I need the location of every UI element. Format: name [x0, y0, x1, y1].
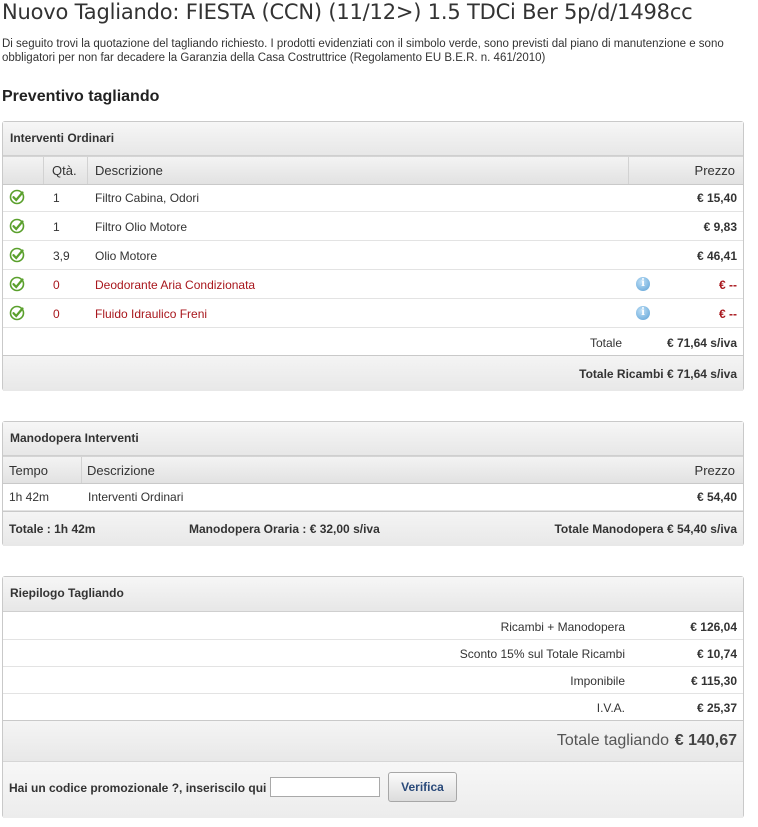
- panel-header: Manodopera Interventi: [3, 422, 743, 456]
- promo-code-input[interactable]: [270, 777, 380, 797]
- totale-tagliando-bar: [3, 720, 743, 761]
- totale-row: [3, 328, 743, 355]
- table-row: [3, 482, 743, 511]
- table-row: [3, 241, 743, 270]
- verifica-button[interactable]: Verifica: [388, 772, 457, 802]
- table-row: [3, 183, 743, 212]
- section-title: Preventivo tagliando: [2, 88, 160, 105]
- summary-label: I.V.A.: [596, 701, 625, 715]
- price-value: € --: [719, 278, 737, 292]
- summary-row: [3, 666, 743, 694]
- column-tempo: Tempo: [9, 463, 49, 478]
- info-icon[interactable]: i: [636, 306, 650, 320]
- summary-row: [3, 639, 743, 667]
- tempo-value: 1h 42m: [9, 490, 50, 504]
- totale-value: € 71,64 s/iva: [666, 336, 737, 350]
- totale-tagliando-value: € 140,67: [674, 732, 737, 749]
- totale-ricambi: Totale Ricambi € 71,64 s/iva: [579, 367, 737, 381]
- totale-tagliando-label: Totale tagliando: [556, 732, 669, 749]
- summary-value: € 25,37: [696, 701, 737, 715]
- summary-value: € 126,04: [690, 620, 737, 634]
- column-descrizione: Descrizione: [87, 463, 155, 478]
- check-icon: [9, 276, 25, 292]
- desc-value: Olio Motore: [95, 249, 158, 263]
- summary-label: Ricambi + Manodopera: [500, 620, 625, 634]
- table-header: [3, 456, 743, 484]
- summary-value: € 10,74: [696, 647, 737, 661]
- qty-value: 0: [53, 278, 60, 292]
- price-value: € 15,40: [696, 191, 737, 205]
- desc-value: Filtro Cabina, Odori: [95, 191, 200, 205]
- manodopera-panel: [2, 421, 744, 546]
- table-row: [3, 212, 743, 241]
- desc-value: Fluido Idraulico Freni: [95, 307, 208, 321]
- price-value: € 46,41: [696, 249, 737, 263]
- column-descrizione: Descrizione: [95, 163, 163, 178]
- summary-row: [3, 612, 743, 640]
- desc-value: Interventi Ordinari: [88, 490, 184, 504]
- summary-label: Sconto 15% sul Totale Ricambi: [459, 647, 625, 661]
- column-prezzo: Prezzo: [694, 163, 735, 178]
- desc-value: Filtro Olio Motore: [95, 220, 188, 234]
- table-row: [3, 270, 743, 299]
- summary-label: Imponibile: [570, 674, 625, 688]
- manodopera-oraria: Manodopera Oraria : € 32,00 s/iva: [189, 522, 380, 536]
- desc-value: Deodorante Aria Condizionata: [95, 278, 256, 292]
- column-qty: Qtà.: [52, 163, 77, 178]
- summary-row: [3, 693, 743, 720]
- check-icon: [9, 305, 25, 321]
- panel-header: Interventi Ordinari: [3, 122, 743, 156]
- promo-label: Hai un codice promozionale ?, inseriscilo qui: [9, 781, 267, 795]
- qty-value: 3,9: [53, 249, 70, 263]
- totale-label: Totale: [590, 336, 623, 350]
- price-value: € --: [719, 307, 737, 321]
- interventi-ordinari-panel: [2, 121, 744, 391]
- panel-header: Riepilogo Tagliando: [3, 577, 743, 612]
- summary-value: € 115,30: [690, 674, 737, 688]
- table-row: [3, 299, 743, 328]
- qty-value: 1: [53, 191, 60, 205]
- info-icon[interactable]: i: [636, 277, 650, 291]
- totale-tempo: Totale : 1h 42m: [9, 522, 96, 536]
- check-icon: [9, 218, 25, 234]
- promo-bar: [3, 761, 743, 818]
- qty-value: 1: [53, 220, 60, 234]
- column-prezzo: Prezzo: [694, 463, 735, 478]
- page-title: Nuovo Tagliando: FIESTA (CCN) (11/12>) 1.5 TDCi Ber 5p/d/1498cc: [2, 0, 693, 24]
- totale-manodopera: Totale Manodopera € 54,40 s/iva: [554, 522, 737, 536]
- riepilogo-panel: [2, 576, 744, 818]
- qty-value: 0: [53, 307, 60, 321]
- price-value: € 54,40: [696, 490, 737, 504]
- check-icon: [9, 247, 25, 263]
- table-header: [3, 156, 743, 185]
- intro-text: Di seguito trovi la quotazione del tagliando richiesto. I prodotti evidenziati con il simbolo verde, sono previsti dal piano di manutenzione e sono obbligatori per non far decadere la Garanzia della Casa Costruttrice (Regolamento EU B.E.R. n. 461/2010): [2, 38, 724, 64]
- check-icon: [9, 189, 25, 205]
- totale-ricambi-bar: [3, 355, 743, 391]
- price-value: € 9,83: [703, 220, 737, 234]
- manodopera-footer: [3, 511, 743, 546]
